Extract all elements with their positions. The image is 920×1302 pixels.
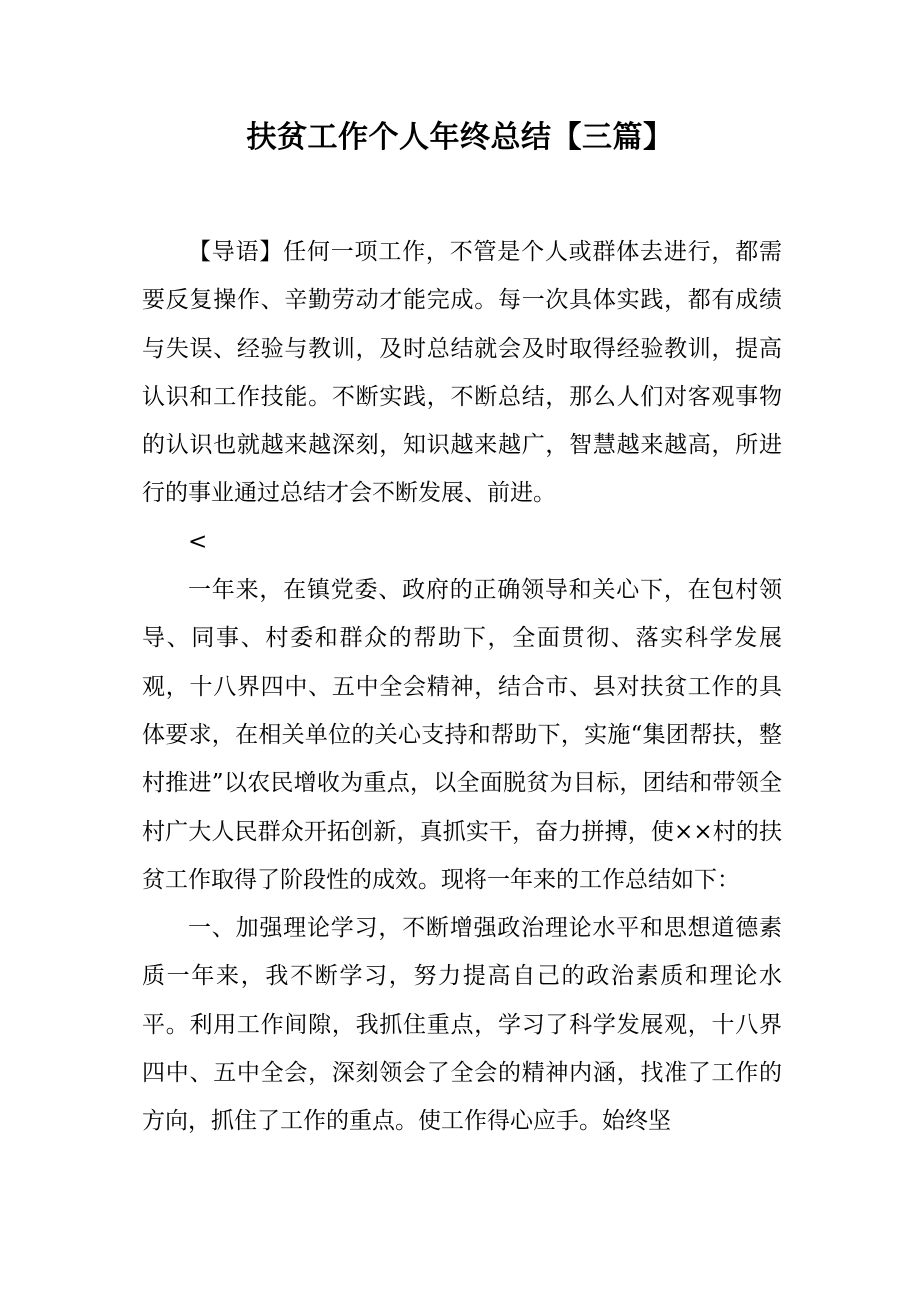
section-one-paragraph: 一、加强理论学习，不断增强政治理论水平和思想道德素质一年来，我不断学习，努力提高自己的政治素质和理论水平。利用工作间隙，我抓住重点，学习了科学发展观，十八界四中、五中全会，深刻领会了全会的精神内涵，找准了工作的方向，抓住了工作的重点。使工作得心应手。始终坚 [142, 915, 782, 1135]
summary-paragraph: 一年来，在镇党委、政府的正确领导和关心下，在包村领导、同事、村委和群众的帮助下，全面贯彻、落实科学发展观，十八界四中、五中全会精神，结合市、县对扶贫工作的具体要求，在相关单位的关心支持和帮助下，实施“集团帮扶，整村推进”以农民增收为重点，以全面脱贫为目标，团结和带领全村广大人民群众开拓创新，真抓实干，奋力拼搏，使××村的扶贫工作取得了阶段性的成效。现将一年来的工作总结如下： [142, 577, 782, 893]
document-title: 扶贫工作个人年终总结【三篇】 [246, 120, 674, 155]
bracket-mark-line: < [188, 528, 208, 555]
document-body [142, 228, 782, 1146]
intro-paragraph: 【导语】任何一项工作，不管是个人或群体去进行，都需要反复操作、辛勤劳动才能完成。每一次具体实践，都有成绩与失误、经验与教训，及时总结就会及时取得经验教训，提高认识和工作技能。不断实践，不断总结，那么人们对客观事物的认识也就越来越深刻，知识越来越广，智慧越来越高，所进行的事业通过总结才会不断发展、前进。 [142, 239, 782, 507]
